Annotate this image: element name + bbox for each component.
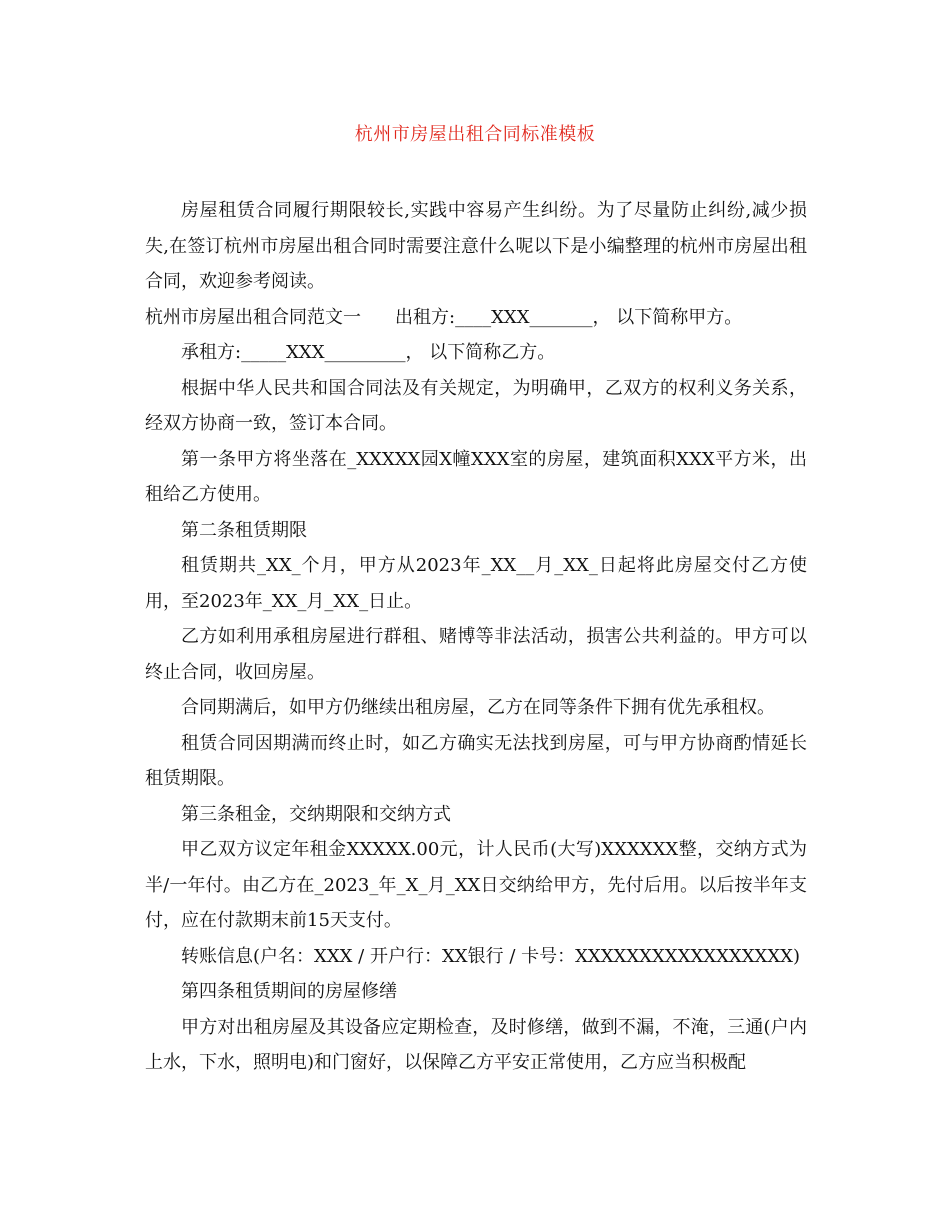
repair-paragraph: 甲方对出租房屋及其设备应定期检查，及时修缮，做到不漏，不淹，三通(户内上水，下水，照明电)和门窗好，以保障乙方平安正常使用，乙方应当积极配 [145,1016,807,1073]
lessor-line: 出租方:____XXX_______， 以下简称甲方。 [395,306,743,328]
intro-paragraph: 房屋租赁合同履行期限较长,实践中容易产生纠纷。为了尽量防止纠纷,减少损失,在签订杭州市房屋出租合同时需要注意什么呢以下是小编整理的杭州市房屋出租合同，欢迎参考阅读。 [145,200,807,292]
article-4-heading: 第四条租赁期间的房屋修缮 [181,981,397,1002]
illegal-use-paragraph: 乙方如利用承租房屋进行群租、赌博等非法活动，损害公共利益的。甲方可以终止合同，收回房屋。 [145,626,807,683]
article-3-heading: 第三条租金，交纳期限和交纳方式 [181,803,451,825]
article-2-heading: 第二条租赁期限 [181,519,307,541]
extension-paragraph: 租赁合同因期满而终止时，如乙方确实无法找到房屋，可与甲方协商酌情延长租赁期限。 [145,732,807,789]
document-title: 杭州市房屋出租合同标准模板 [354,124,596,145]
rent-paragraph: 甲乙双方议定年租金XXXXX.00元，计人民币(大写)XXXXXX整，交纳方式为半/一年付。由乙方在_2023_年_X_月_XX日交纳给甲方，先付后用。以后按半年支付，应在付款期末前15天支付。 [145,839,807,931]
transfer-info-paragraph: 转账信息(户名：XXX / 开户行：XX银行 / 卡号：XXXXXXXXXXXXXXXXX) [181,945,800,967]
legal-basis-paragraph: 根据中华人民共和国合同法及有关规定，为明确甲，乙双方的权利义务关系，经双方协商一致，签订本合同。 [145,377,807,434]
document-body [145,193,807,1081]
renewal-priority-paragraph: 合同期满后，如甲方仍继续出租房屋，乙方在同等条件下拥有优先承租权。 [181,697,775,718]
lessee-paragraph: 承租方:_____XXX_________， 以下简称乙方。 [181,342,556,363]
sample-heading-line [145,300,807,336]
article-1-paragraph: 第一条甲方将坐落在_XXXXX园X幢XXX室的房屋，建筑面积XXX平方米，出租给乙方使用。 [145,448,807,505]
sample-heading: 杭州市房屋出租合同范文一 [145,306,361,328]
lease-term-paragraph: 租赁期共_XX_个月，甲方从2023年_XX__月_XX_日起将此房屋交付乙方使用，至2023年_XX_月_XX_日止。 [145,555,807,612]
